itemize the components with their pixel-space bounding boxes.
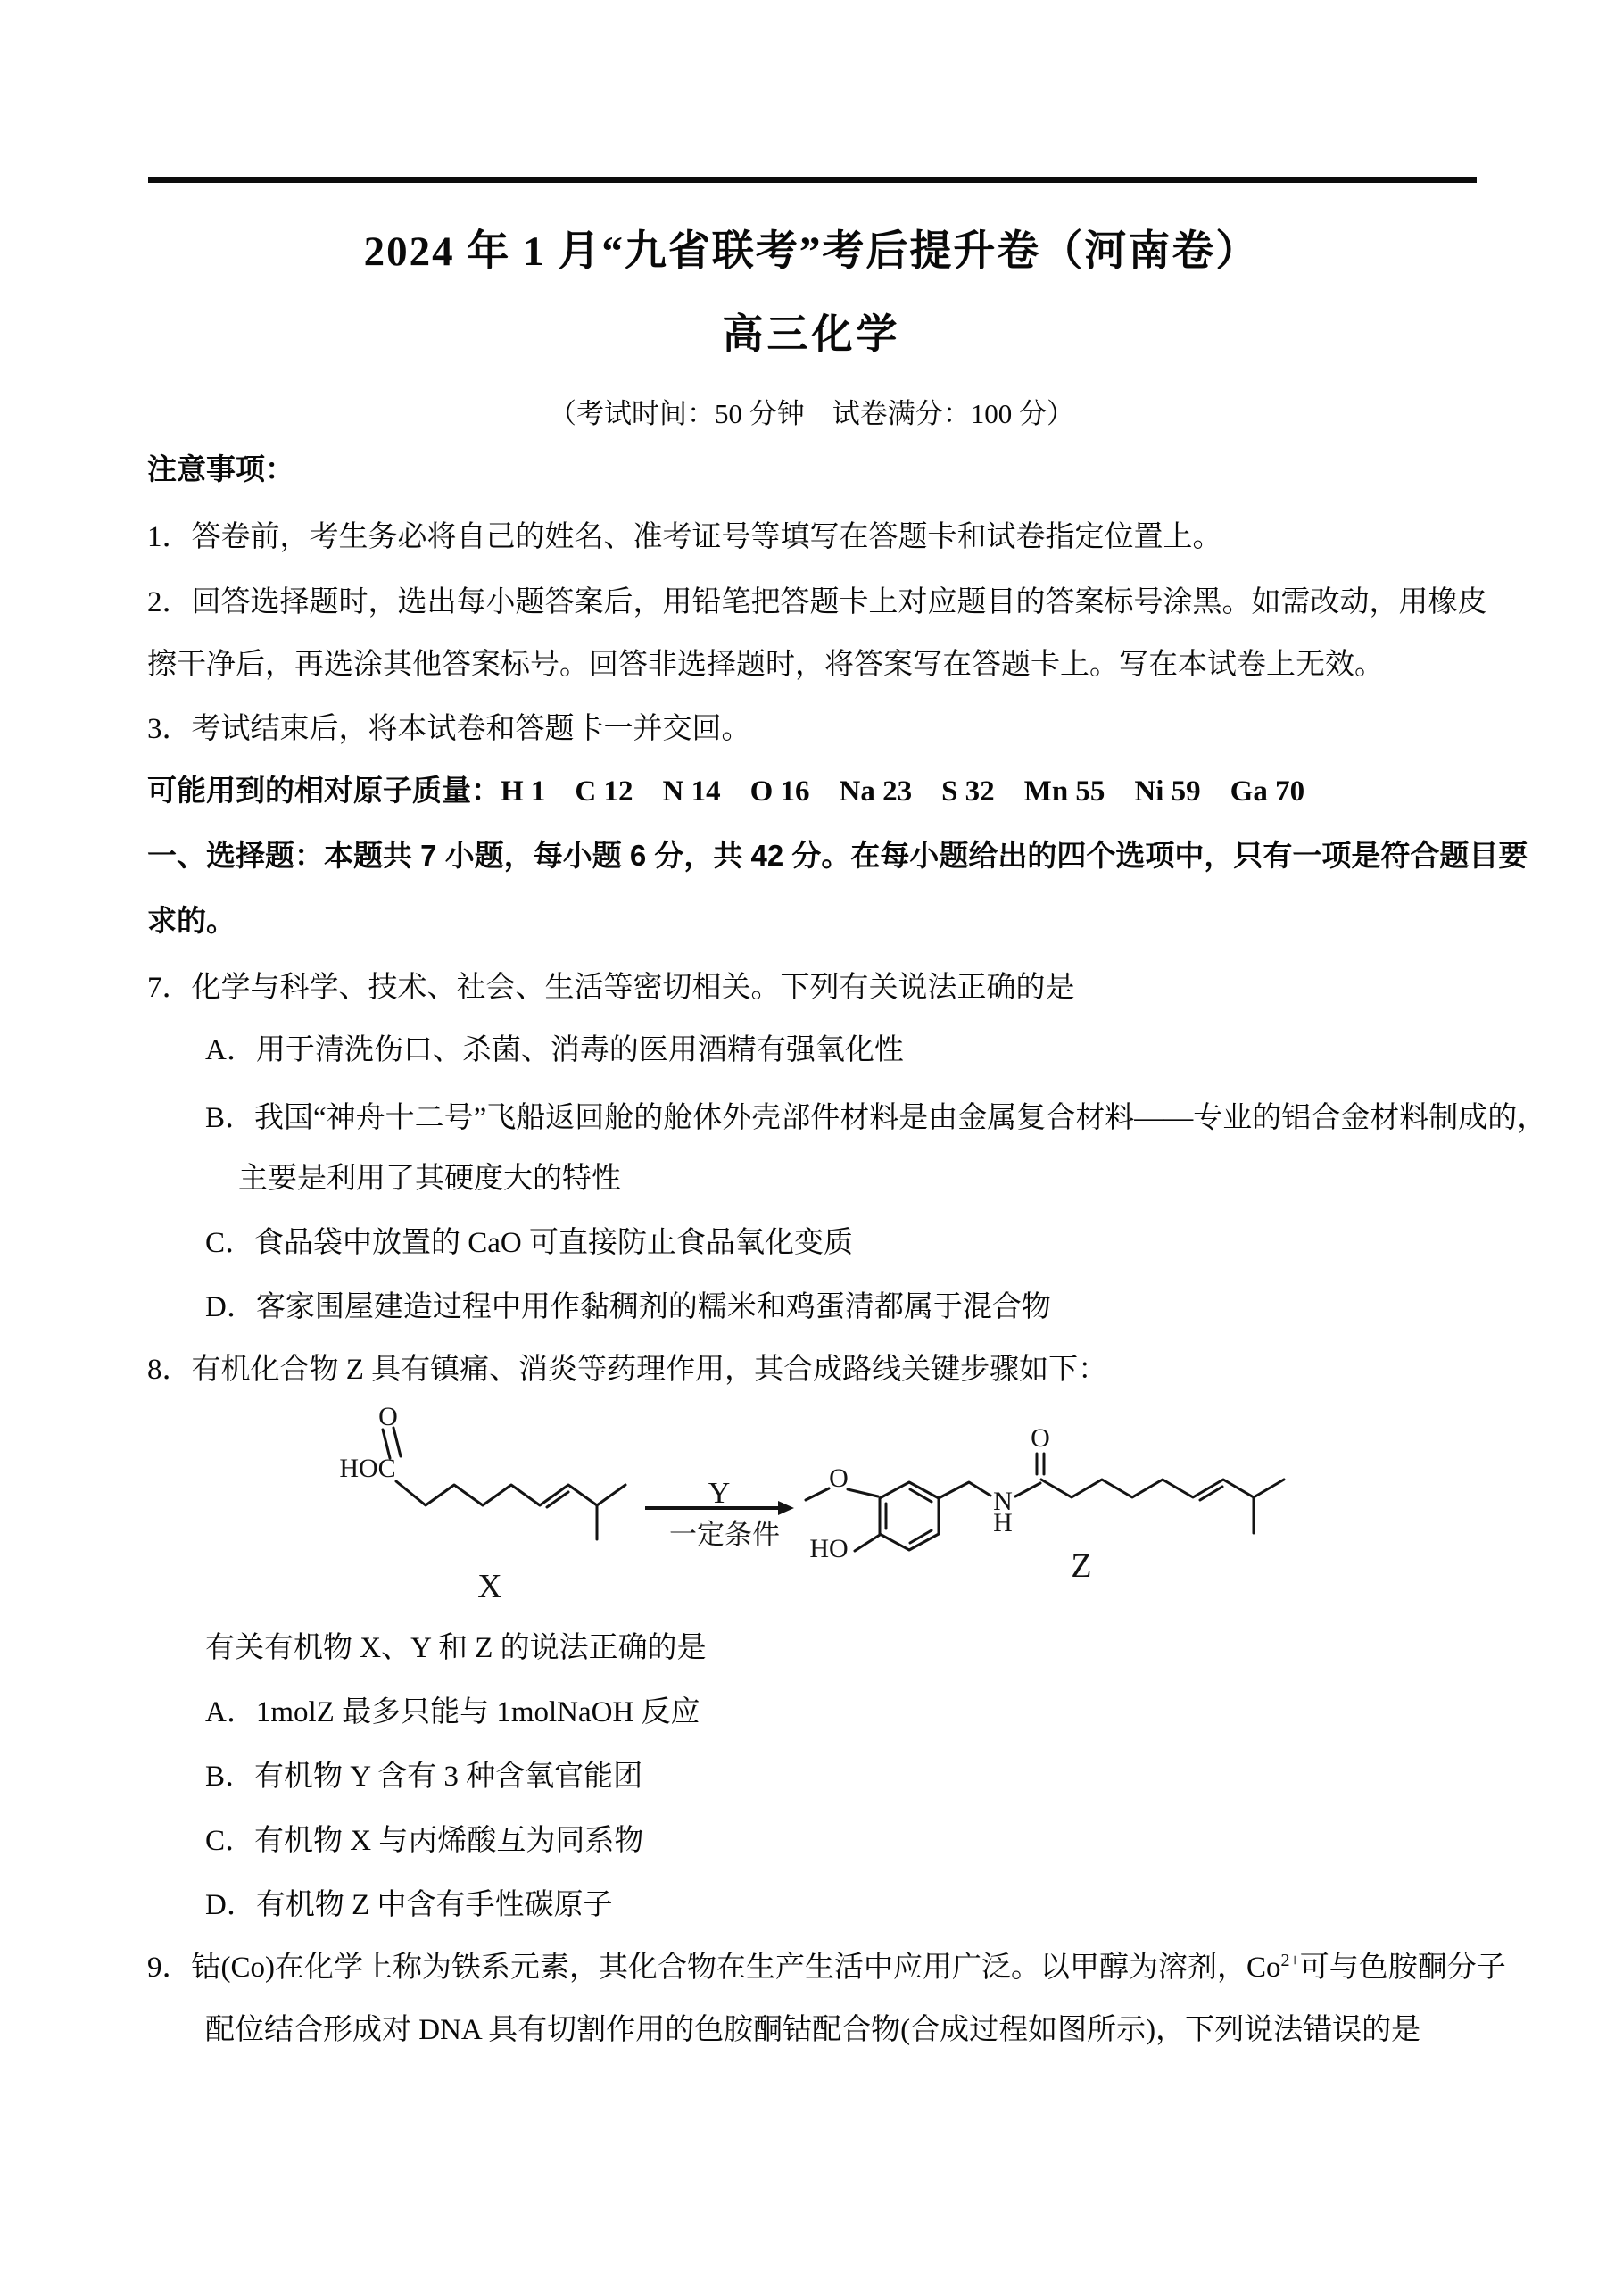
question-9-line-1 [147, 1944, 1506, 1985]
notice-item-3: 3．考试结束后，将本试卷和答题卡一并交回。 [147, 713, 751, 745]
benzene-ring [880, 1482, 939, 1550]
notice-item-2-line-1: 2．回答选择题时，选出每小题答案后，用铅笔把答题卡上对应题目的答案标号涂黑。如需改动，用橡皮 [147, 586, 1487, 618]
notice-item-2-line-2: 擦干净后，再选涂其他答案标号。回答非选择题时，将答案写在答题卡上。写在本试卷上无效。 [147, 649, 1384, 681]
question-7-option-b-line-1: B．我国“神舟十二号”飞船返回舱的舱体外壳部件材料是由金属复合材料——专业的铝合金材料制成的， [205, 1102, 1547, 1134]
question-9-line-2: 配位结合形成对 DNA 具有切割作用的色胺酮钴配合物(合成过程如图所示)，下列说法错误的是 [205, 2014, 1421, 2046]
z-amide-h-label: H [993, 1508, 1013, 1538]
question-7-option-b-line-2: 主要是利用了其硬度大的特性 [238, 1163, 621, 1195]
z-structure-label: Z [1071, 1547, 1092, 1585]
question-8-option-c: C．有机物 X 与丙烯酸互为同系物 [205, 1825, 644, 1857]
x-carbonyl-o-label: O [378, 1402, 398, 1431]
notice-item-1: 1．答卷前，考生务必将自己的姓名、准考证号等填写在答题卡和试卷指定位置上。 [147, 521, 1222, 553]
question-8-stem: 8．有机化合物 Z 具有镇痛、消炎等药理作用，其合成路线关键步骤如下： [147, 1354, 1108, 1386]
question-9-line-1-text: 9．钴(Co)在化学上称为铁系元素，其化合物在生产生活中应用广泛。以甲醇为溶剂，Co [147, 1952, 1281, 1984]
bond [855, 1535, 880, 1551]
notices-heading: 注意事项： [147, 452, 294, 485]
bond [393, 1428, 401, 1456]
cobalt-ion-superscript: 2+ [1280, 1951, 1300, 1970]
exam-subtitle: 高三化学 [722, 311, 901, 357]
question-7-option-c: C．食品袋中放置的 CaO 可直接防止食品氧化变质 [205, 1227, 853, 1259]
question-8-option-d: D．有机物 Z 中含有手性碳原子 [205, 1889, 613, 1921]
z-methoxy-o-label: O [829, 1463, 849, 1493]
bond [1041, 1480, 1284, 1497]
atomic-masses-line [147, 767, 1304, 809]
bond [848, 1489, 878, 1496]
exam-title: 2024 年 1 月“九省联考”考后提升卷（河南卷） [363, 228, 1260, 275]
z-carbonyl-o-label: O [1031, 1423, 1050, 1453]
bond [806, 1488, 829, 1500]
z-hydroxyl-label: HO [809, 1534, 849, 1563]
arrow-head [778, 1501, 794, 1515]
reaction-arrow [645, 1477, 794, 1550]
z-amide-n-label: N [993, 1487, 1013, 1516]
atomic-masses-values: H 1 C 12 N 14 O 16 Na 23 S 32 Mn 55 Ni 59 Ga 70 [501, 775, 1305, 808]
bond [1015, 1483, 1040, 1496]
question-7-stem: 7．化学与科学、技术、社会、生活等密切相关。下列有关说法正确的是 [147, 972, 1075, 1004]
section-heading-line-2: 求的。 [147, 904, 236, 937]
x-carboxyl-label: HOC [339, 1454, 396, 1483]
arrow-condition-label: 一定条件 [669, 1519, 780, 1550]
question-8-option-a: A．1molZ 最多只能与 1molNaOH 反应 [205, 1696, 700, 1728]
x-structure-label: X [477, 1568, 502, 1605]
structure-x [339, 1402, 625, 1605]
structure-z [806, 1423, 1284, 1585]
exam-info-line: （考试时间：50 分钟 试卷满分：100 分） [549, 398, 1074, 429]
question-7-option-a: A．用于清洗伤口、杀菌、消毒的医用酒精有强氧化性 [205, 1034, 904, 1066]
arrow-label-y: Y [708, 1477, 731, 1510]
question-7-option-d: D．客家围屋建造过程中用作黏稠剂的糯米和鸡蛋清都属于混合物 [205, 1291, 1051, 1323]
atomic-masses-label: 可能用到的相对原子质量： [147, 774, 501, 807]
bond [396, 1481, 625, 1505]
question-9-line-1-tail: 可与色胺酮分子 [1299, 1952, 1506, 1984]
top-rule [148, 177, 1477, 183]
question-8-option-b: B．有机物 Y 含有 3 种含氧官能团 [205, 1761, 643, 1793]
bond [939, 1482, 990, 1498]
bond [1200, 1487, 1222, 1500]
question-8-substem: 有关有机物 X、Y 和 Z 的说法正确的是 [205, 1632, 707, 1664]
section-heading-line-1: 一、选择题：本题共 7 小题，每小题 6 分，共 42 分。在每小题给出的四个选项中，只有一项是符合题目要 [147, 839, 1528, 872]
